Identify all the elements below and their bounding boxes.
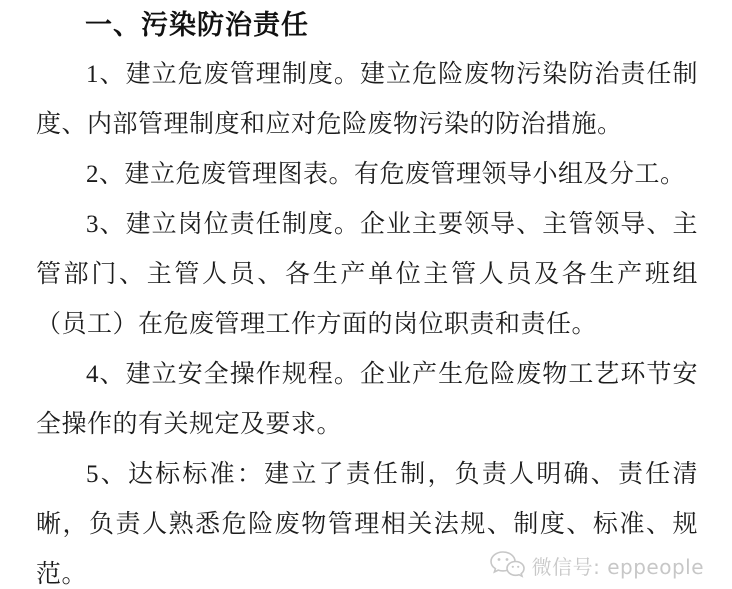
paragraph-compliance-standard: 5、达标标准：建立了责任制，负责人明确、责任清晰，负责人熟悉危险废物管理相关法规、制度、标准、规范。	[36, 461, 698, 588]
paragraph-responsibility-system: 1、建立危废管理制度。建立危险废物污染防治责任制度、内部管理制度和应对危险废物污染的防治措施。	[36, 61, 698, 138]
page-title: 一、污染防治责任	[85, 10, 309, 40]
paragraph-post-responsibility: 3、建立岗位责任制度。企业主要领导、主管领导、主管部门、主管人员、各生产单位主管人员及各生产班组（员工）在危废管理工作方面的岗位职责和责任。	[36, 211, 698, 338]
watermark	[489, 549, 704, 581]
wechat-icon	[489, 549, 525, 581]
paragraph-safety-procedures: 4、建立安全操作规程。企业产生危险废物工艺环节安全操作的有关规定及要求。	[36, 361, 698, 438]
paragraph-management-chart: 2、建立危废管理图表。有危废管理领导小组及分工。	[86, 161, 686, 188]
watermark-label: 微信号: eppeople	[531, 554, 704, 579]
